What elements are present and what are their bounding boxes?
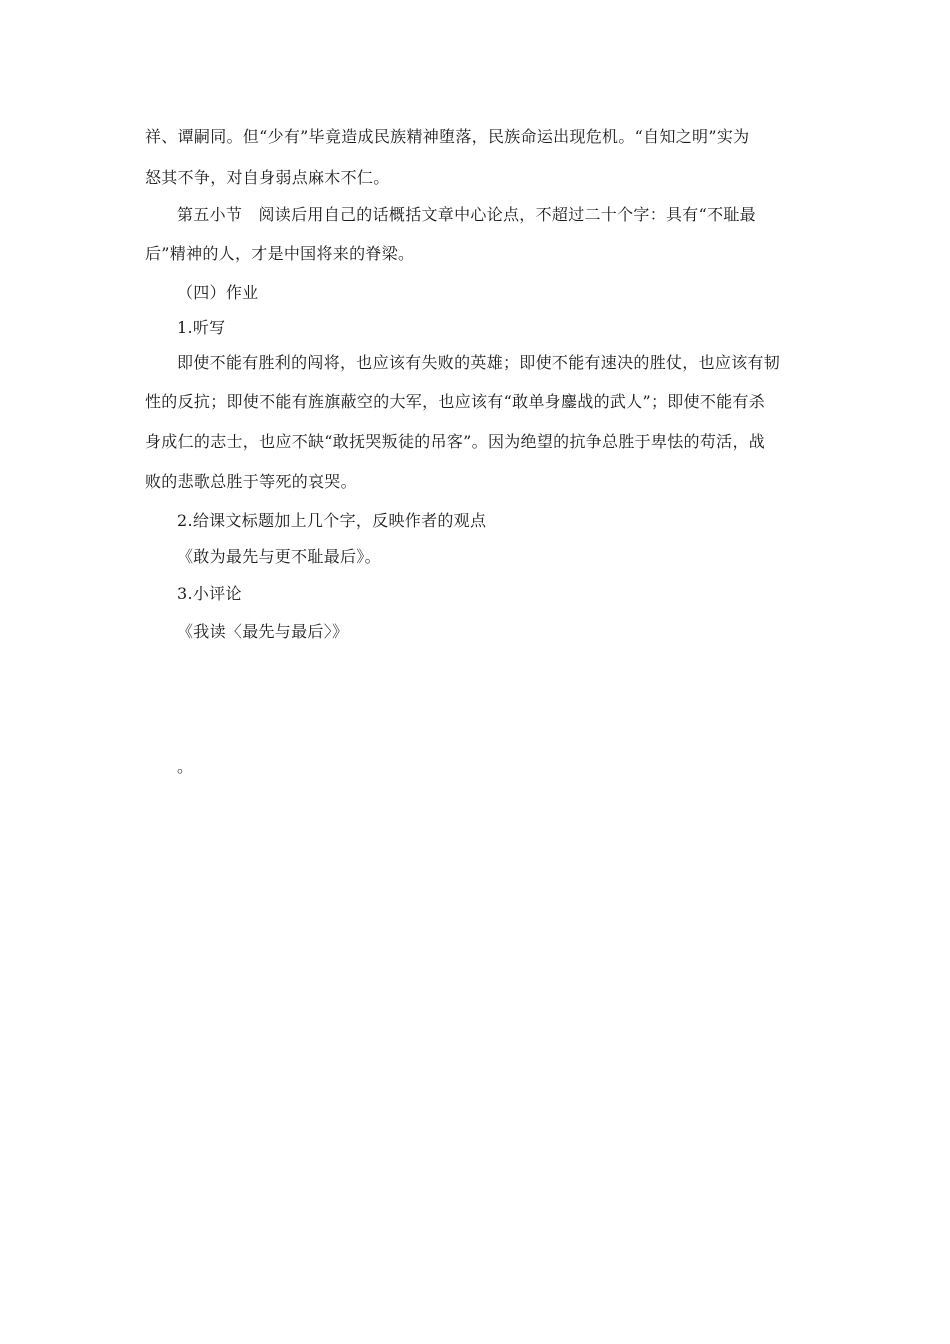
paragraph-line: 败的悲歌总胜于等死的哀哭。 bbox=[145, 472, 357, 491]
item-heading: 3.小评论 bbox=[177, 584, 242, 603]
paragraph-line: 。 bbox=[177, 757, 194, 776]
section-heading: （四）作业 bbox=[177, 283, 259, 302]
paragraph-line: 即使不能有胜利的闯将，也应该有失败的英雄；即使不能有速决的胜仗，也应该有韧 bbox=[177, 353, 781, 372]
item-heading: 2.给课文标题加上几个字，反映作者的观点 bbox=[177, 511, 487, 530]
item-heading: 1.听写 bbox=[177, 318, 226, 337]
paragraph-line: 性的反抗；即使不能有旌旗蔽空的大军，也应该有“敢单身鏖战的武人”；即使不能有杀 bbox=[145, 392, 766, 411]
paragraph-line: 《我读〈最先与最后〉》 bbox=[177, 622, 349, 641]
paragraph-line: 第五小节 阅读后用自己的话概括文章中心论点，不超过二十个字：具有“不耻最 bbox=[177, 205, 756, 224]
paragraph-line: 《敢为最先与更不耻最后》。 bbox=[177, 547, 381, 566]
paragraph-line: 祥、谭嗣同。但“少有”毕竟造成民族精神堕落，民族命运出现危机。“自知之明”实为 bbox=[145, 127, 750, 146]
paragraph-line: 后”精神的人，才是中国将来的脊梁。 bbox=[145, 244, 415, 263]
paragraph-line: 身成仁的志士，也应不缺“敢抚哭叛徒的吊客”。因为绝望的抗争总胜于卑怯的苟活，战 bbox=[145, 432, 766, 451]
paragraph-line: 怒其不争，对自身弱点麻木不仁。 bbox=[145, 168, 390, 187]
